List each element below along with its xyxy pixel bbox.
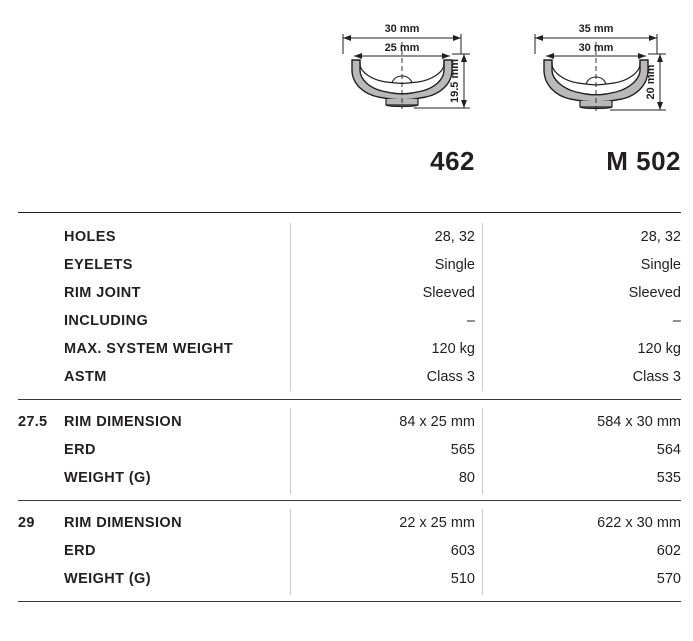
row-value-m502: 28, 32 [640, 229, 681, 245]
table-row [18, 307, 681, 335]
height-label-462: 19.5 mm [449, 58, 461, 104]
row-label: EYELETS [64, 257, 133, 273]
row-label: ERD [64, 543, 96, 559]
inner-width-label-462: 25 mm [384, 42, 420, 54]
rim-profile-462-diagram [330, 8, 530, 138]
row-label: INCLUDING [64, 313, 149, 329]
outer-width-label-m502: 35 mm [578, 23, 614, 35]
outer-width-label-462: 30 mm [384, 23, 420, 35]
height-label-m502: 20 mm [645, 64, 657, 100]
row-size-lead: 27.5 [18, 414, 48, 430]
row-label: WEIGHT (G) [64, 571, 151, 587]
row-value-462: 510 [450, 571, 475, 587]
table-row [18, 464, 681, 492]
spec-group-275 [18, 408, 681, 492]
rim-cross-section-462-svg [330, 8, 530, 138]
row-value-462: 22 x 25 mm [399, 515, 475, 531]
row-label: ASTM [64, 369, 107, 385]
rim-profile-diagrams [0, 0, 693, 140]
table-row [18, 537, 681, 565]
table-row [18, 223, 681, 251]
spec-group-29 [18, 509, 681, 593]
model-name-row [0, 146, 693, 192]
row-value-462: 120 kg [431, 341, 475, 357]
row-label: WEIGHT (G) [64, 470, 151, 486]
row-value-462: 28, 32 [434, 229, 475, 245]
table-bottom-rule [18, 601, 681, 602]
rim-cross-section-m502-svg [522, 8, 693, 138]
spec-table [18, 212, 681, 602]
group-spacer [18, 400, 681, 408]
row-value-m502: Sleeved [628, 285, 681, 301]
row-value-462: Single [434, 257, 475, 273]
table-row [18, 279, 681, 307]
row-value-462: – [466, 313, 475, 329]
row-label: HOLES [64, 229, 116, 245]
table-row [18, 565, 681, 593]
table-row [18, 408, 681, 436]
row-label: RIM DIMENSION [64, 515, 182, 531]
row-value-m502: Single [640, 257, 681, 273]
model-name-462: 462 [430, 146, 475, 176]
table-row [18, 335, 681, 363]
row-label: MAX. SYSTEM WEIGHT [64, 341, 234, 357]
row-value-462: Sleeved [422, 285, 475, 301]
row-value-462: 565 [450, 442, 475, 458]
row-value-m502: 602 [656, 543, 681, 559]
row-label: ERD [64, 442, 96, 458]
row-value-m502: – [672, 313, 681, 329]
row-value-462: Class 3 [426, 369, 475, 385]
row-value-m502: 622 x 30 mm [597, 515, 681, 531]
spec-group-general [18, 223, 681, 391]
table-row [18, 509, 681, 537]
row-label: RIM DIMENSION [64, 414, 182, 430]
row-value-m502: 584 x 30 mm [597, 414, 681, 430]
row-value-m502: 570 [656, 571, 681, 587]
table-row [18, 251, 681, 279]
row-value-m502: Class 3 [632, 369, 681, 385]
group-spacer [18, 213, 681, 223]
row-value-m502: 120 kg [637, 341, 681, 357]
table-row [18, 436, 681, 464]
table-row [18, 363, 681, 391]
inner-width-label-m502: 30 mm [578, 42, 614, 54]
row-value-462: 80 [458, 470, 475, 486]
row-label: RIM JOINT [64, 285, 141, 301]
group-spacer [18, 391, 681, 399]
row-value-462: 84 x 25 mm [399, 414, 475, 430]
rim-profile-m502-diagram [522, 8, 693, 138]
row-size-lead: 29 [18, 515, 35, 531]
row-value-m502: 564 [656, 442, 681, 458]
row-value-m502: 535 [656, 470, 681, 486]
group-spacer [18, 593, 681, 601]
group-spacer [18, 492, 681, 500]
group-spacer [18, 501, 681, 509]
model-name-m502: M 502 [606, 146, 681, 176]
row-value-462: 603 [450, 543, 475, 559]
